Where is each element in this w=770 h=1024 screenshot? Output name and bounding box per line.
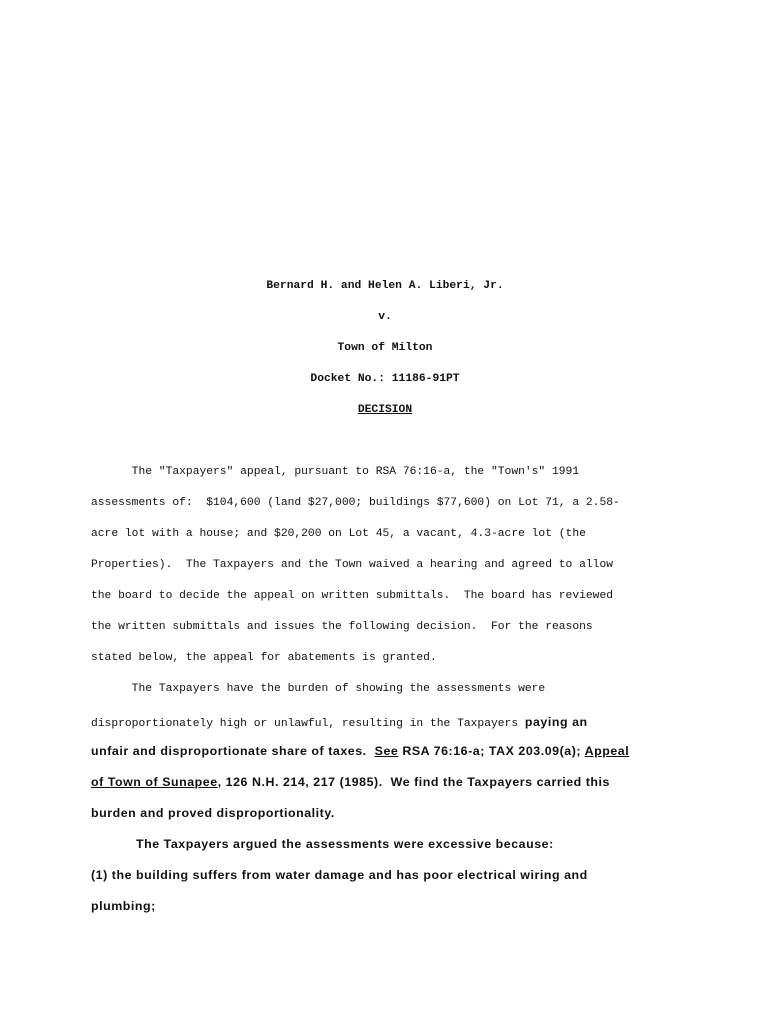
paragraph-1-line-6: the written submittals and issues the following decision. For the reasons bbox=[91, 621, 593, 633]
paragraph-1-line-7: stated below, the appeal for abatements is granted. bbox=[91, 652, 437, 664]
paragraph-2-line-2-sans: paying an bbox=[524, 715, 588, 729]
citation-case-name: of Town of Sunapee bbox=[91, 775, 218, 789]
citation-statutes: RSA 76:16-a; TAX 203.09(a); bbox=[398, 744, 585, 758]
paragraph-1-line-3: acre lot with a house; and $20,200 on Lot 45, a vacant, 4.3-acre lot (the bbox=[91, 528, 586, 540]
paragraph-2-line-2 bbox=[91, 713, 588, 731]
paragraph-3-line-1: The Taxpayers argued the assessments were excessive because: bbox=[136, 837, 554, 851]
paragraph-2-line-1: The Taxpayers have the burden of showing the assessments were bbox=[91, 683, 546, 695]
citation-appeal: Appeal bbox=[584, 744, 630, 758]
caption-docket: Docket No.: 11186-91PT bbox=[310, 373, 460, 385]
caption-respondent: Town of Milton bbox=[337, 342, 433, 354]
caption-versus: v. bbox=[378, 311, 392, 323]
caption-parties: Bernard H. and Helen A. Liberi, Jr. bbox=[266, 280, 504, 292]
paragraph-3-line-2: (1) the building suffers from water damage and has poor electrical wiring and bbox=[91, 868, 588, 882]
paragraph-2-line-3-text: unfair and disproportionate share of taxes. bbox=[91, 744, 375, 758]
paragraph-2-line-2-mono: disproportionately high or unlawful, resulting in the Taxpayers bbox=[91, 718, 525, 730]
paragraph-1-line-5: the board to decide the appeal on written submittals. The board has reviewed bbox=[91, 590, 614, 602]
paragraph-3-line-3: plumbing; bbox=[91, 899, 156, 913]
decision-heading: DECISION bbox=[357, 404, 413, 416]
paragraph-2-line-5: burden and proved disproportionality. bbox=[91, 806, 335, 820]
paragraph-2-line-4-text: , 126 N.H. 214, 217 (1985). We find the Taxpayers carried this bbox=[217, 775, 610, 789]
paragraph-2-line-3 bbox=[91, 744, 629, 758]
citation-see: See bbox=[374, 744, 399, 758]
paragraph-2-line-4 bbox=[91, 775, 610, 789]
paragraph-1-line-2: assessments of: $104,600 (land $27,000; buildings $77,600) on Lot 71, a 2.58- bbox=[91, 497, 620, 509]
paragraph-1-line-4: Properties). The Taxpayers and the Town waived a hearing and agreed to allow bbox=[91, 559, 614, 571]
paragraph-1-line-1: The "Taxpayers" appeal, pursuant to RSA 76:16-a, the "Town's" 1991 bbox=[91, 466, 580, 478]
